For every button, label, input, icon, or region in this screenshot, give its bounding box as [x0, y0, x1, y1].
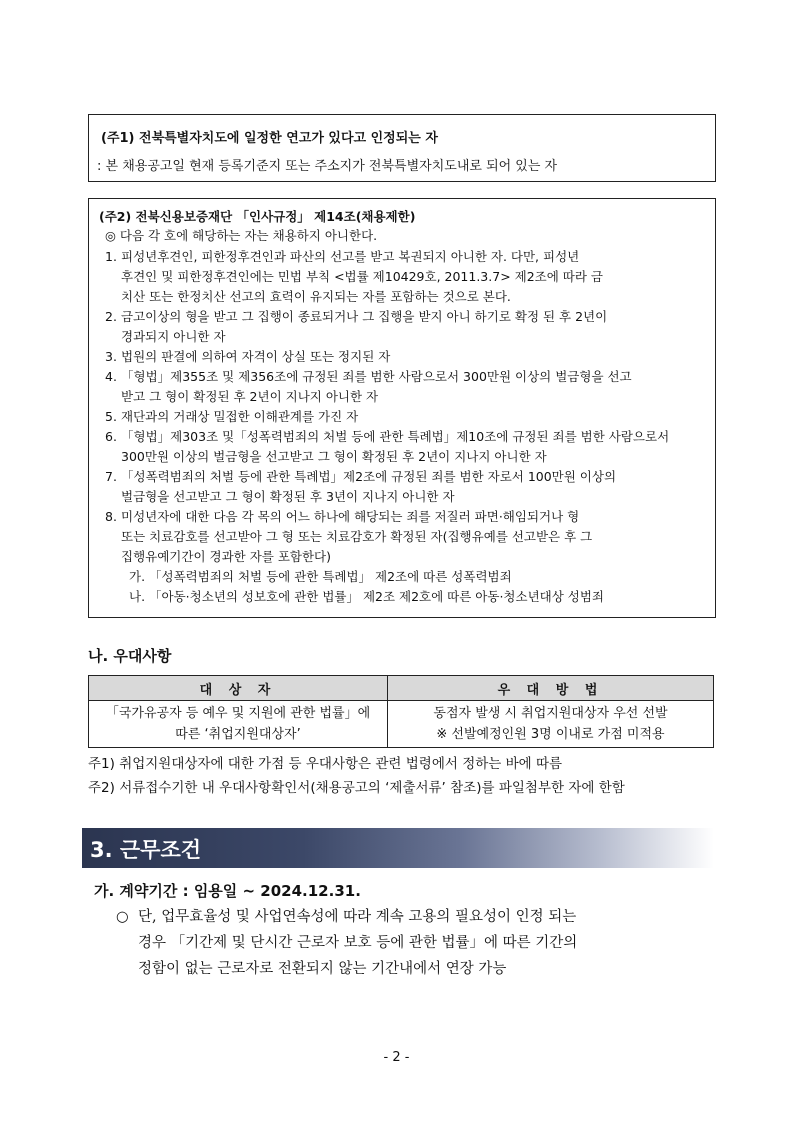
- col-header-method: 우 대 방 법: [388, 676, 714, 701]
- note2-heading: (주2) 전북신용보증재단 「인사규정」 제14조(채용제한): [99, 209, 416, 224]
- restriction-list: [105, 247, 705, 607]
- list-item: 3. 법원의 판결에 의하여 자격이 상실 또는 정지된 자: [105, 349, 391, 364]
- section-title: 3. 근무조건: [90, 838, 202, 862]
- list-item: 2. 금고이상의 형을 받고 그 집행이 종료되거나 그 집행을 받지 아니 하기로 확정 된 후 2년이 경과되지 아니한 자: [105, 309, 608, 344]
- list-item: 1. 피성년후견인, 피한정후견인과 파산의 선고를 받고 복권되지 아니한 자. 다만, 피성년 후견인 및 피한정후견인에는 민법 부칙 <법률 제10429호, 2011.3.7> 제2조에 따라 금 치산 또는 한정치산 선고의 효력이 유지되는 자를 포함하는 것으로 본다.: [105, 249, 603, 304]
- list-item: 6. 「형법」제303조 및「성폭력범죄의 처벌 등에 관한 특례법」제10조에 규정된 죄를 범한 사람으로서 300만원 이상의 벌금형을 선고받고 그 형이 확정된 후 2년이 지나지 아니한 자: [105, 429, 670, 464]
- circle-bullet-icon: ○: [116, 909, 129, 925]
- list-item: 5. 재단과의 거래상 밀접한 이해관계를 가진 자: [105, 409, 359, 424]
- sub-item: 가. 「성폭력범죄의 처벌 등에 관한 특례법」 제2조에 따른 성폭력범죄: [129, 569, 512, 584]
- table-header-row: [89, 676, 714, 701]
- target-cell: 「국가유공자 등 예우 및 지원에 관한 법률」에 따른 ‘취업지원대상자’: [89, 701, 388, 748]
- list-item: 8. 미성년자에 대한 다음 각 목의 어느 하나에 해당되는 죄를 저질러 파면·해임되거나 형 또는 치료감호를 선고받아 그 형 또는 치료감호가 확정된 자(집행유예를 선고받은 후 그 집행유예기간이 경과한 자를 포함한다): [105, 509, 593, 564]
- preference-note-2: 주2) 서류접수기한 내 우대사항확인서(채용공고의 ‘제출서류’ 참조)를 파일첨부한 자에 한함: [88, 780, 625, 796]
- contract-period: 가. 계약기간 : 임용일 ~ 2024.12.31.: [94, 882, 361, 900]
- list-item: 4. 「형법」제355조 및 제356조에 규정된 죄를 범한 사람으로서 300만원 이상의 벌금형을 선고 받고 그 형이 확정된 후 2년이 지나지 아니한 자: [105, 369, 632, 404]
- section-banner: [82, 828, 714, 868]
- page-number: - 2 -: [383, 1050, 410, 1065]
- contract-paragraph: ○ 단, 업무효율성 및 사업연속성에 따라 계속 고용의 필요성이 인정 되는 경우 「기간제 및 단시간 근로자 보호 등에 관한 법률」에 따른 기간의 정함이 없는 근로자로 전환되지 않는 기간내에서 연장 가능: [116, 904, 722, 982]
- table-row: [89, 701, 714, 748]
- preference-table: [88, 675, 714, 748]
- preference-title: 나. 우대사항: [88, 647, 172, 665]
- sub-item: 나. 「아동·청소년의 성보호에 관한 법률」 제2조 제2호에 따른 아동·청소년대상 성범죄: [129, 589, 604, 604]
- note2-box: [88, 198, 716, 618]
- note1-heading: (주1) 전북특별자치도에 일정한 연고가 있다고 인정되는 자: [101, 131, 438, 146]
- note1-text: : 본 채용공고일 현재 등록기준지 또는 주소지가 전북특별자치도내로 되어 있는 자: [97, 159, 558, 174]
- method-cell: 동점자 발생 시 취업지원대상자 우선 선발 ※ 선발예정인원 3명 이내로 가점 미적용: [388, 701, 714, 748]
- preference-note-1: 주1) 취업지원대상자에 대한 가점 등 우대사항은 관련 법령에서 정하는 바에 따름: [88, 756, 563, 772]
- note1-box: [88, 114, 716, 182]
- list-item: 7. 「성폭력범죄의 처벌 등에 관한 특례법」제2조에 규정된 죄를 범한 자로서 100만원 이상의 벌금형을 선고받고 그 형이 확정된 후 3년이 지나지 아니한 자: [105, 469, 617, 504]
- col-header-target: 대 상 자: [89, 676, 388, 701]
- note2-intro: ◎ 다음 각 호에 해당하는 자는 채용하지 아니한다.: [105, 228, 378, 243]
